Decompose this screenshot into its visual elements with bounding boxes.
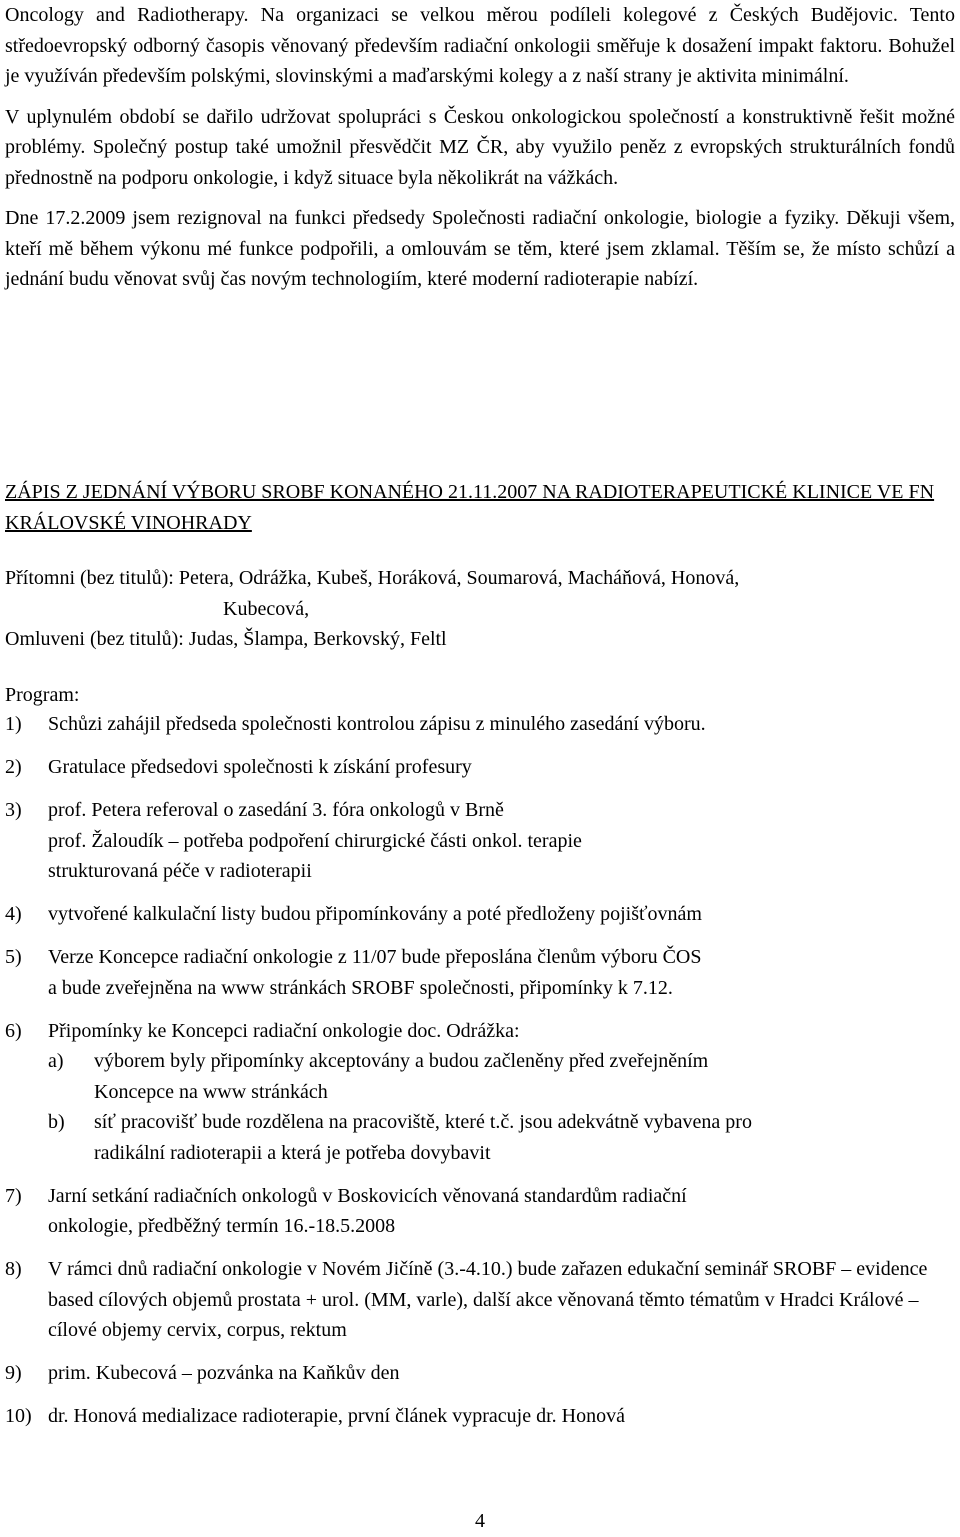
program-item-number: 2): [5, 756, 22, 778]
paragraph-cooperation: V uplynulém období se dařilo udržovat spolupráci s Českou onkologickou společností a konstruktivně řešit možné problémy. Společný postup také umožnil přesvědčit MZ ČR, aby využilo peněz z evropských strukturálních fondů přednostně na podporu onkologie, i když situace byla několikrát na vážkách.: [5, 105, 955, 189]
attendance-block: [5, 563, 955, 655]
excused-line: Omluveni (bez titulů): Judas, Šlampa, Berkovský, Feltl: [5, 628, 447, 650]
program-item: [5, 1016, 955, 1169]
program-item-number: 1): [5, 713, 22, 735]
paragraph-resignation: Dne 17.2.2009 jsem rezignoval na funkci předsedy Společnosti radiační onkologie, biologie a fyziky. Děkuji všem, kteří mě během výkonu mé funkce podpořili, a omlouvám se těm, které jsem zklamal. Těším se, že místo schůzí a jednání budu věnovat svůj čas novým technologiím, které moderní radioterapie nabízí.: [5, 207, 955, 290]
program-item-number: 5): [5, 946, 22, 968]
program-subitem: [48, 1046, 955, 1107]
program-item: [5, 1181, 955, 1242]
program-item-number: 8): [5, 1258, 22, 1280]
program-subitem-letter: a): [48, 1050, 64, 1072]
program-subitem-letter: b): [48, 1111, 65, 1133]
program-item-line: vytvořené kalkulační listy budou připomínkovány a poté předloženy pojišťovnám: [48, 903, 702, 925]
program-item-line: prim. Kubecová – pozvánka na Kaňkův den: [48, 1362, 400, 1384]
program-item: [5, 752, 955, 783]
present-continuation: Kubecová,: [223, 597, 310, 620]
program-item: [5, 1254, 955, 1346]
program-item: [5, 1358, 955, 1389]
program-item-line: Schůzi zahájil předseda společnosti kontrolou zápisu z minulého zasedání výboru.: [48, 713, 706, 735]
program-item-line: strukturovaná péče v radioterapii: [48, 860, 312, 882]
program-item-line: Jarní setkání radiačních onkologů v Boskovicích věnovaná standardům radiační: [48, 1184, 687, 1207]
program-item-line: Verze Koncepce radiační onkologie z 11/07 bude přeposlána členům výboru ČOS: [48, 946, 702, 968]
program-subitem-line: výborem byly připomínky akceptovány a budou začleněny před zveřejněním: [94, 1050, 709, 1072]
program-item-line: prof. Petera referoval o zasedání 3. fóra onkologů v Brně: [48, 799, 504, 821]
program-item-number: 4): [5, 903, 22, 925]
program-item-number: 7): [5, 1184, 22, 1207]
program-item: [5, 709, 955, 740]
program-item-line: a bude zveřejněna na www stránkách SROBF společnosti, připomínky k 7.12.: [48, 976, 673, 999]
program-item: [5, 795, 955, 887]
program-subitem-line: Koncepce na www stránkách: [94, 1080, 328, 1103]
page-number: 4: [475, 1510, 485, 1532]
program-item-line: dr. Honová medializace radioterapie, první článek vypracuje dr. Honová: [48, 1405, 625, 1427]
program-item-line: V rámci dnů radiační onkologie v Novém Jičíně (3.-4.10.) bude zařazen edukační seminář SROBF – evidence based cílových objemů prostata + urol. (MM, varle), další akce věnovaná těmto tématům v Hradci Králové – cílové objemy cervix, corpus, rektum: [48, 1258, 928, 1341]
minutes-heading: ZÁPIS Z JEDNÁNÍ VÝBORU SROBF KONANÉHO 21.11.2007 NA RADIOTERAPEUTICKÉ KLINICE VE FN KRÁLOVSKÉ VINOHRADY: [5, 481, 935, 534]
program-subitem-line: síť pracovišť bude rozdělena na pracoviště, které t.č. jsou adekvátně vybavena pro: [94, 1111, 752, 1133]
program-item-line: prof. Žaloudík – potřeba podpoření chirurgické části onkol. terapie: [48, 829, 582, 852]
program-item: [5, 942, 955, 1003]
intro-section: [5, 0, 955, 295]
program-item-line: Gratulace předsedovi společnosti k získání profesury: [48, 756, 472, 778]
program-list: [5, 709, 955, 1444]
program-item-line: Připomínky ke Koncepci radiační onkologie doc. Odrážka:: [48, 1019, 520, 1042]
program-item-line: onkologie, předběžný termín 16.-18.5.2008: [48, 1215, 396, 1237]
program-item-number: 10): [5, 1405, 32, 1427]
program-item: [5, 899, 955, 930]
program-item-number: 9): [5, 1362, 22, 1384]
program-subitem-line: radikální radioterapii a která je potřeba dovybavit: [94, 1141, 491, 1164]
program-title: Program:: [5, 684, 80, 706]
program-item-number: 3): [5, 799, 22, 821]
program-item-number: 6): [5, 1019, 22, 1042]
program-item: [5, 1401, 955, 1432]
present-line: Přítomni (bez titulů): Petera, Odrážka, Kubeš, Horáková, Soumarová, Macháňová, Honová,: [5, 567, 740, 589]
program-subitem: [48, 1107, 955, 1168]
paragraph-journal: Oncology and Radiotherapy. Na organizaci se velkou měrou podíleli kolegové z Českých Budějovic. Tento středoevropský odborný časopis věnovaný především radiační onkologii směřuje k dosažení impakt faktoru. Bohužel je využíván především polskými, slovinskými a maďarskými kolegy a z naší strany je aktivita minimální.: [5, 4, 955, 87]
